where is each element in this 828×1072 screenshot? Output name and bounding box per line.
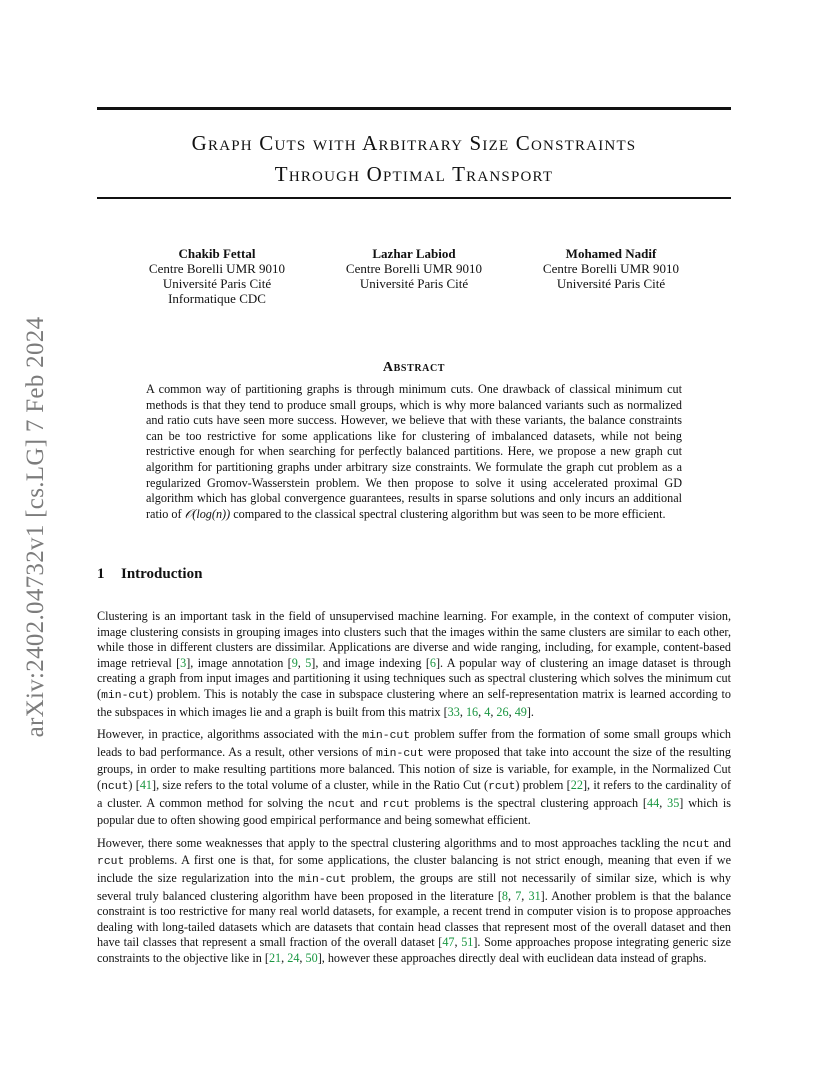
paragraph-1: Clustering is an important task in the field of unsupervised machine learning. For example, in the context of computer vision, image clustering consists in grouping images into clusters such that the images within the same clusters are similar to each other, while those in different clusters are dissimilar. Applications are diverse and wide ranging, including, for example, content-based image retrieval [3], image annotation [9, 5], and image indexing [6]. A popular way of clustering an image dataset is through creating a graph from input images and partitioning it using techniques such as spectral clustering which solves the minimum cut (min-cut) problem. This is notably the case in subspace clustering where an self-representation matrix is learned according to the subspaces in which images lie and a graph is built from this matrix [33, 16, 4, 26, 49].: [97, 609, 732, 719]
top-rule: [97, 107, 731, 110]
abstract-part: A common way of partitioning graphs is through minimum cuts. One drawback of classical minimum cut methods is that they tend to produce small groups, which is why more balanced variants such as normalized and ratio cuts have seen more success. However, we believe that with these variants, the balance constraints can be too restrictive for some applications like for clustering of imbalanced datasets, while not being restrictive enough for when searching for perfectly balanced partitions. Here, we propose a new graph cut algorithm for partitioning graphs under arbitrary size constraints. We formulate the graph cut problem as a regularized Gromov-Wasserstein problem. We then propose to solve it using accelerated proximal GD algorithm which has global convergence guarantees, results in sparse solutions and only incurs an additional ratio of: [146, 382, 682, 521]
paragraph-3: However, there some weaknesses that apply to the spectral clustering algorithms and to most approaches tackling the ncut and rcut problems. A first one is that, for some applications, the cluster balancing is not strict enough, meaning that even if we include the size regularization into the min-cut problem, the groups are still not necessarily of similar size, which is why several truly balanced clustering algorithm have been proposed in the literature [8, 7, 31]. Another problem is that the balance constraint is too restrictive for many real world datasets, for example, a recent trend in computer vision is to propose approaches dealing with long-tailed datasets which are datasets that contain head classes that represent most of the overall dataset and then have tail classes that represent a small fraction of the overall dataset [47, 51]. Some approaches propose integrating generic size constraints to the objective like in [21, 24, 50], however these approaches directly deal with euclidean data instead of graphs.: [97, 835, 731, 965]
citation-link[interactable]: 5: [305, 655, 312, 670]
author-affiliation: Université Paris Cité: [359, 276, 469, 291]
citation-link[interactable]: 35: [667, 795, 680, 810]
introduction-body: [97, 609, 731, 973]
title-line-1: Graph Cuts with Arbitrary Size Constraints: [191, 131, 637, 155]
author-affiliation: Informatique CDC: [168, 291, 266, 306]
author-affiliation: Centre Borelli UMR 9010: [345, 261, 483, 276]
author-3: [511, 246, 711, 291]
author-2: [314, 246, 514, 291]
citation-link[interactable]: 3: [180, 655, 187, 670]
citation-link[interactable]: 24: [287, 950, 300, 965]
author-affiliation: Centre Borelli UMR 9010: [148, 261, 286, 276]
abstract-text: [146, 382, 682, 522]
citation-link[interactable]: 8: [501, 888, 509, 903]
author-affiliation: Centre Borelli UMR 9010: [542, 261, 680, 276]
author-affiliation: Université Paris Cité: [162, 276, 272, 291]
author-name: Mohamed Nadif: [565, 246, 657, 261]
citation-link[interactable]: 51: [461, 935, 474, 950]
author-name: Lazhar Labiod: [372, 246, 456, 261]
arxiv-identifier-text: arXiv:2402.04732v1 [cs.LG] 7 Feb 2024: [22, 316, 49, 738]
section-heading: [97, 566, 202, 583]
citation-link[interactable]: 26: [496, 704, 509, 719]
abstract-heading: Abstract: [382, 360, 446, 375]
author-affiliation: Université Paris Cité: [556, 276, 666, 291]
paper-title: [97, 128, 731, 190]
citation-link[interactable]: 41: [139, 777, 153, 792]
citation-link[interactable]: 9: [291, 655, 298, 670]
citation-link[interactable]: 31: [528, 888, 541, 903]
section-number: 1: [97, 566, 105, 582]
abstract-math: 𝒪(log(n)): [184, 506, 231, 521]
citation-link[interactable]: 33: [447, 704, 460, 719]
bottom-title-rule: [97, 197, 731, 199]
section-title: Introduction: [121, 566, 203, 582]
citation-link[interactable]: 21: [268, 950, 282, 965]
abstract-part: compared to the classical spectral clustering algorithm but was seen to be more efficient.: [230, 506, 666, 521]
citation-link[interactable]: 47: [442, 935, 455, 950]
citation-link[interactable]: 4: [484, 704, 491, 719]
arxiv-identifier: [22, 297, 50, 757]
paragraph-2: However, in practice, algorithms associated with the min-cut problem suffer from the formation of some small groups which leads to bad performance. As a result, other versions of min-cut were proposed that take into account the size of the resulting groups, in order to make resulting partitions more balanced. This notion of size is variable, for example, in the Normalized Cut (ncut) [41], size refers to the total volume of a cluster, while in the Ratio Cut (rcut) problem [22], it refers to the cardinality of a cluster. A common method for solving the ncut and rcut problems is the spectral clustering approach [44, 35] which is popular due to often showing good empirical performance and being somewhat efficient.: [97, 727, 732, 828]
title-line-2: Through Optimal Transport: [274, 162, 554, 186]
citation-link[interactable]: 6: [429, 655, 436, 670]
citation-link[interactable]: 50: [305, 950, 318, 965]
citation-link[interactable]: 49: [514, 704, 527, 719]
author-1: [117, 246, 317, 306]
citation-link[interactable]: 7: [515, 888, 522, 903]
citation-link[interactable]: 16: [465, 704, 479, 719]
author-name: Chakib Fettal: [178, 246, 256, 261]
citation-link[interactable]: 22: [570, 777, 583, 792]
citation-link[interactable]: 44: [647, 795, 660, 810]
